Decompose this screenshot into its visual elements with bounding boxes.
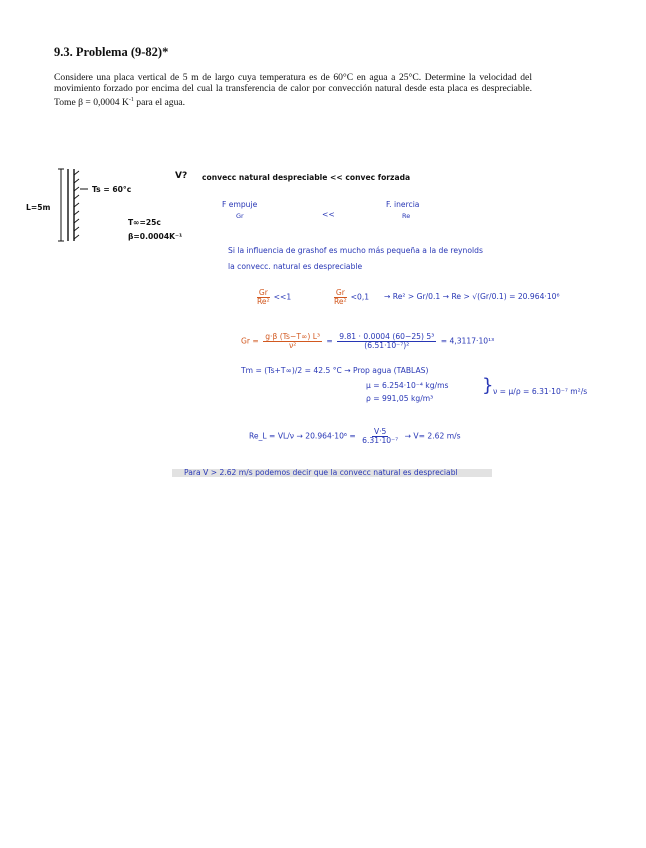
ratio2-den: Re² [334,297,347,306]
gr-values-den: (6.51·10⁻⁷)² [364,341,410,350]
reynolds-equation [249,428,461,445]
problem-line-3-sup: -1 [128,96,134,103]
gr-lhs: Gr = [241,336,259,346]
ratio-num: Gr [258,288,268,297]
problem-line-3a: esta placa es despreciable. Tome β = 0,0004 K [54,83,532,108]
problem-statement [54,72,532,108]
ratio-condition-1 [253,289,291,306]
grashof-sub: Gr [236,212,244,220]
length-label: L=5m [26,203,51,212]
ratio2-cmp: <0,1 [350,292,370,302]
gr-values-num: 9.81 · 0.0004 (60−25) 5³ [339,332,435,341]
ratio-den: Re² [257,297,270,306]
buoyancy-label: F empuje [222,200,258,209]
viscosity-line: μ = 6.254·10⁻⁴ kg/ms [366,381,449,390]
gr-formula-num: g·β (Ts−T∞) L³ [265,332,320,341]
statement-line: convecc natural despreciable << convec forzada [202,173,411,182]
ratio2-num: Gr [335,288,345,297]
rel-mid: → 20.964·10⁶ = [296,431,356,441]
surface-temp-label: Ts = 60°c [92,185,132,194]
problem-line-2: velocidad del movimiento forzado por encima del cual la transferencia de calor por convección natural desde [54,72,532,95]
ratio-cmp: <<1 [273,292,292,302]
reynolds-condition: → Re² > Gr/0.1 → Re > √(Gr/0.1) = 20.964·10⁶ [384,292,560,301]
problem-line-1: Considere una placa vertical de 5 m de largo cuya temperatura es de 60°C en agua a 25°C. Determine la [54,72,476,83]
rel-lhs: Re_L = VL/ν [249,431,295,441]
much-less-sign: << [322,210,335,219]
brace: } [482,375,494,396]
ratio-condition-2 [330,289,369,306]
gr-result: = 4,3117·10¹³ [440,336,495,346]
reynolds-sub: Re [402,212,411,220]
rel-result: → V= 2.62 m/s [404,431,461,441]
density-line: ρ = 991,05 kg/m³ [366,394,434,403]
influence-line-2: la convecc. natural es despreciable [228,262,363,271]
grashof-equation: Gr = $\frac{\text{g·β (Ts−T∞) L³}}{\text{ν²}}$ = $\frac{\text{9.81 · 0.0004 (60−25) 5³}}{\text{(6.51·10⁻⁷)²}}$ = 4,3117·10¹³ [241,332,495,350]
problem-line-3b: para el agua. [133,97,186,108]
influence-line-1: Si la influencia de grashof es mucho más pequeña a la de reynolds [228,246,483,255]
inertia-label: F. inercia [386,200,420,209]
problem-title: 9.3. Problema (9-82)* [54,45,169,59]
conclusion-line: Para V > 2.62 m/s podemos decir que la convecc natural es despreciabl [184,468,458,477]
mean-temp-line: Tm = (Ts+T∞)/2 = 42.5 °C → Prop agua (TABLAS) [241,366,429,375]
beta-label: β=0.0004K⁻¹ [128,232,183,241]
rel-values-num: V·5 [373,427,387,436]
gr-formula-den: ν² [288,341,297,350]
question-label: V? [175,171,188,181]
fluid-temp-label: T∞=25c [128,218,161,227]
rel-values-den: 6.31·10⁻⁷ [362,436,399,445]
kinematic-viscosity-line: ν = μ/ρ = 6.31·10⁻⁷ m²/s [493,387,588,396]
